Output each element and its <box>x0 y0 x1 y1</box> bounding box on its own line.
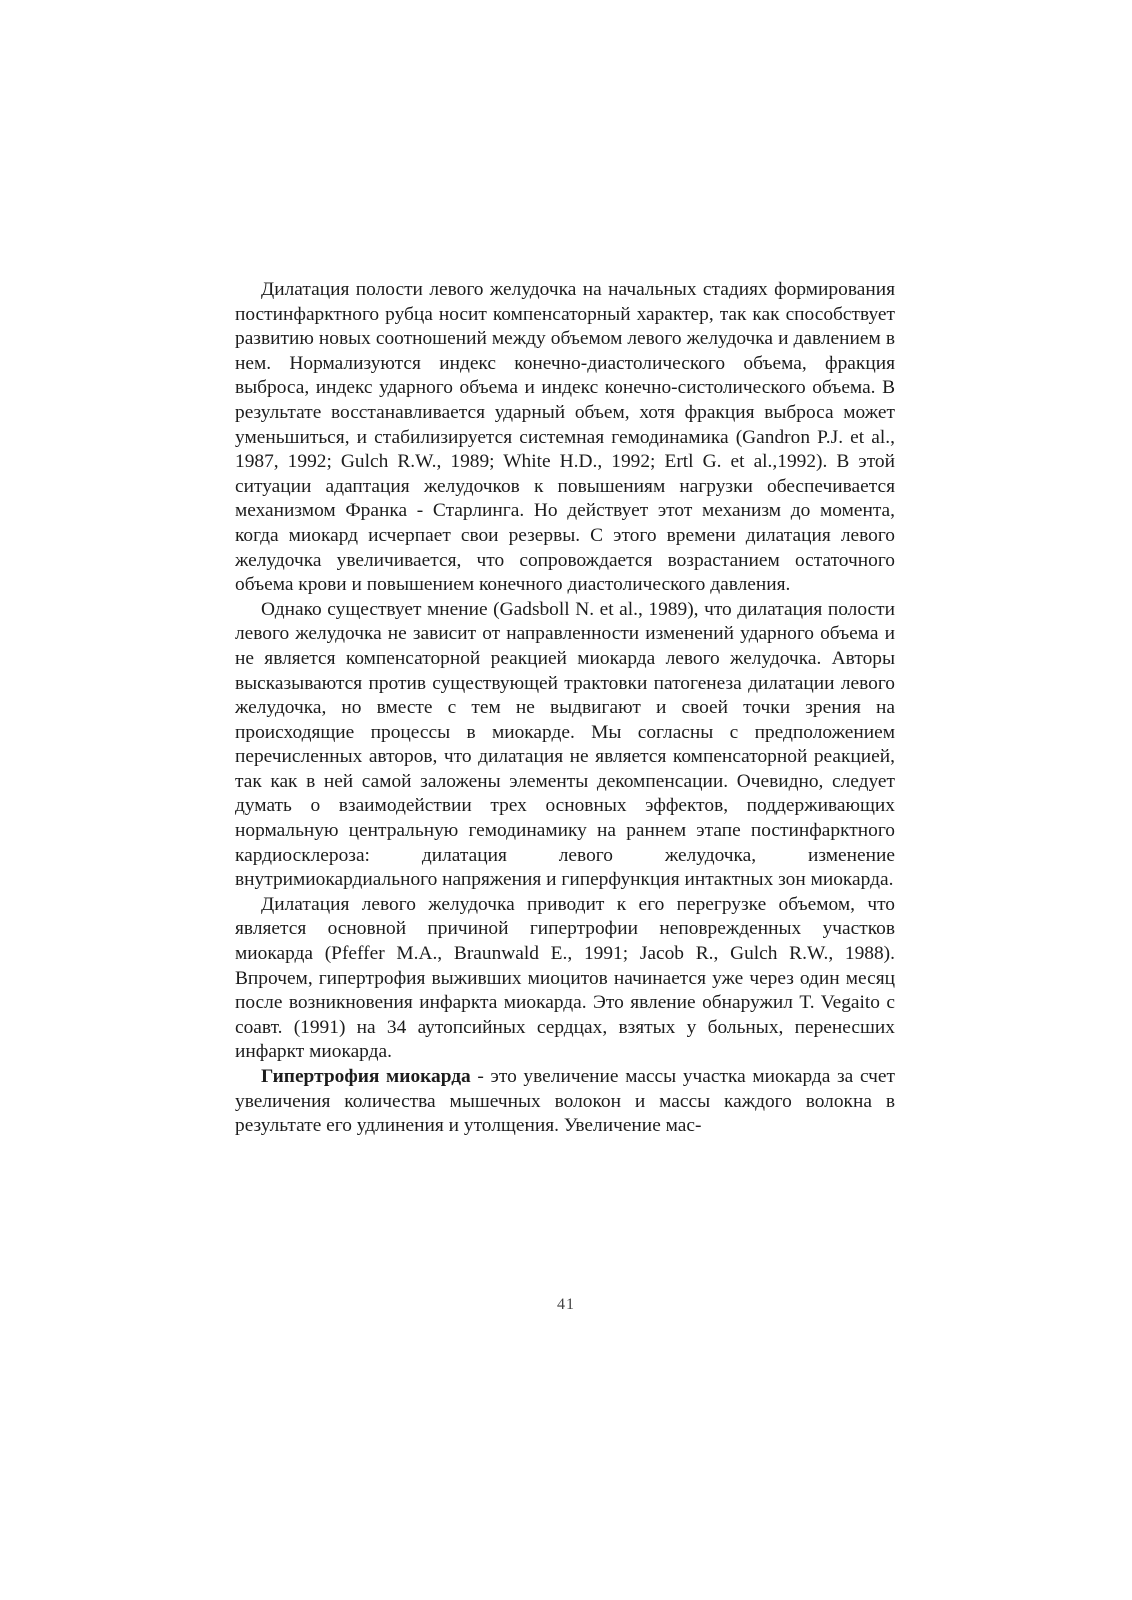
bold-term: Гипертрофия миокарда <box>261 1066 471 1087</box>
paragraph-4-text: - это увеличение массы участка миокарда за счет увеличения количества мышечных волокон и массы каждого волокна в результате его удлинения и утолщения. Увеличение мас- <box>235 1066 895 1137</box>
paragraph-2: Однако существует мнение (Gadsboll N. et al., 1989), что дилатация полости левого желудочка не зависит от направленности изменений ударного объема и не является компенсаторной реакцией миокарда левого желудочка. Авторы высказываются против существующей трактовки патогенеза дилатации левого желудочка, но вместе с тем не выдвигают и своей точки зрения на происходящие процессы в миокарде. Мы согласны с предположением перечисленных авторов, что дилатация не является компенсаторной реакцией, так как в ней самой заложены элементы декомпенсации. Очевидно, следует думать о взаимодействии трех основных эффектов, поддерживающих нормальную центральную гемодинамику на раннем этапе постинфарктного кардиосклероза: дилатация левого желудочка, изменение внутримиокардиального напряжения и гиперфункция интактных зон миокарда. <box>235 598 895 891</box>
paragraph-1: Дилатация полости левого желудочка на начальных стадиях формирования постинфарктного рубца носит компенсаторный характер, так как способствует развитию новых соотношений между объемом левого желудочка и давлением в нем. Нормализуются индекс конечно-диастолического объема, фракция выброса, индекс ударного объема и индекс конечно-систолического объема. В результате восстанавливается ударный объем, хотя фракция выброса может уменьшиться, и стабилизируется системная гемодинамика (Gandron P.J. et al., 1987, 1992; Gulch R.W., 1989; White H.D., 1992; Ertl G. et al.,1992). В этой ситуации адаптация желудочков к повышениям нагрузки обеспечивается механизмом Франка - Старлинга. Но действует этот механизм до момента, когда миокард исчерпает свои резервы. С этого времени дилатация левого желудочка увеличивается, что сопровождается возрастанием остаточного объема крови и повышением конечного диастолического давления. <box>235 279 895 596</box>
page-number: 41 <box>557 1296 575 1313</box>
paragraph-3: Дилатация левого желудочка приводит к его перегрузке объемом, что является основной причиной гипертрофии неповрежденных участков миокарда (Pfeffer M.A., Braunwald E., 1991; Jacob R., Gulch R.W., 1988). Впрочем, гипертрофия выживших миоцитов начинается уже через один месяц после возникновения инфаркта миокарда. Это явление обнаружил T. Vegaito с соавт. (1991) на 34 аутопсийных сердцах, взятых у больных, перенесших инфаркт миокарда. <box>235 893 895 1063</box>
text-block <box>235 278 895 1139</box>
paragraph-4 <box>235 1065 895 1139</box>
page-body <box>235 278 895 1139</box>
